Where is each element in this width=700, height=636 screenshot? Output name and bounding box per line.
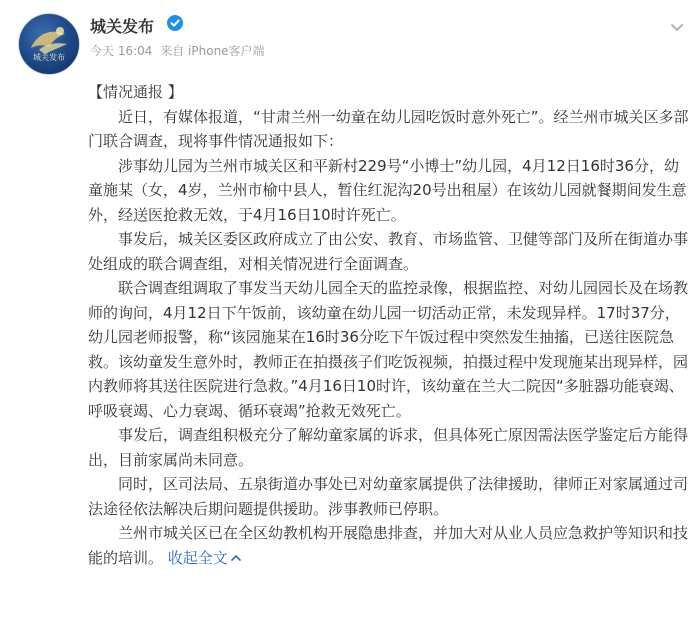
post-content	[88, 80, 690, 570]
verified-badge-icon	[167, 15, 183, 31]
paragraph: 近日，有媒体报道，“甘肃兰州一幼童在幼儿园吃饭时意外死亡”。经兰州市城关区多部门联合调查，现将事件情况通报如下：	[88, 107, 689, 150]
avatar[interactable]	[18, 13, 80, 75]
avatar-label: 城关发布	[33, 53, 65, 62]
paragraph: 事发后，城关区委区政府成立了由公安、教育、市场监管、卫健等部门及所在街道办事处组成的联合调查组，对相关情况进行全面调查。	[88, 230, 689, 273]
collapse-fulltext-link[interactable]	[168, 549, 242, 567]
paragraph: 联合调查组调取了事发当天幼儿园全天的监控录像，根据监控、对幼儿园园长及在场教师的询问，4月12日下午饭前，该幼童在幼儿园一切活动正常，未发现异样。17时37分，幼儿园老师报警，称“该园施某在16时36分吃下午饭过程中突然发生抽搐，已送往医院急救。该幼童发生意外时，教师正在拍摄孩子们吃饭视频，拍摄过程中发现施某出现异样，园内教师将其送往医院进行急救。”4月16日10时许，该幼童在兰大二院因“多脏器功能衰竭、呼吸衰竭、心力衰竭、循环衰竭”抢救无效死亡。	[88, 279, 689, 420]
paragraph-last	[88, 521, 690, 570]
username[interactable]: 城关发布	[90, 17, 155, 36]
post-tag: 【情况通报 】	[88, 83, 183, 101]
paragraph: 事发后，调查组积极充分了解幼童家属的诉求，但具体死亡原因需法医学鉴定后方能得出，目前家属尚未同意。	[88, 426, 689, 469]
collapse-fulltext-label: 收起全文	[167, 548, 228, 567]
post-meta	[90, 42, 265, 59]
post-time[interactable]: 今天 16:04	[90, 44, 153, 58]
paragraph: 涉事幼儿园为兰州市城关区和平新村229号“小博士”幼儿园，4月12日16时36分，幼童施某（女，4岁，兰州市榆中县人，暂住红泥沟20号出租屋）在该幼儿园就餐期间发生意外，经送医抢救无效，于4月16日10时许死亡。	[88, 156, 687, 224]
post-source: 来自 iPhone客户端	[160, 44, 265, 58]
paragraph-text: 兰州市城关区已在全区幼教机构开展隐患排查，并加大对从业人员应急救护等知识和技能的培训。	[88, 524, 689, 567]
paragraph: 同时，区司法局、五泉街道办事处已对幼童家属提供了法律援助，律师正对家属通过司法途径依法解决后期问题提供援助。涉事教师已停职。	[88, 475, 689, 518]
chevron-down-icon[interactable]	[670, 18, 684, 28]
avatar-emblem-icon	[19, 14, 79, 74]
collapse-arrow-icon	[230, 552, 242, 564]
